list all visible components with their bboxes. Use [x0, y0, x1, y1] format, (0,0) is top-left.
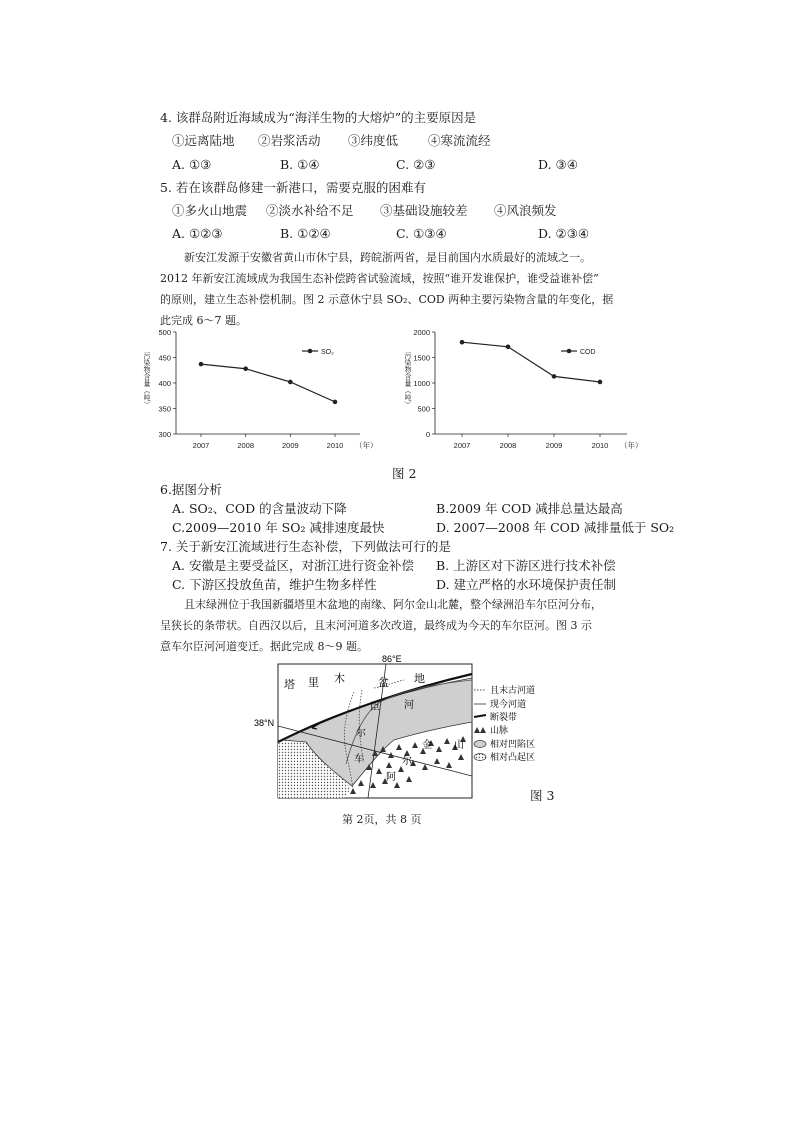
series-line — [201, 364, 335, 402]
x-tick-label: 2007 — [192, 441, 210, 450]
q4-item: ①远离陆地 — [172, 133, 235, 148]
passage2-line: 意车尔臣河河道变迁。据此完成 8～9 题。 — [160, 640, 368, 653]
y-tick-label: 500 — [158, 328, 171, 337]
q4-option-d: D. ③④ — [538, 157, 578, 172]
passage1-line: 的原则，建立生态补偿机制。图 2 示意休宁县 SO₂、COD 两种主要污染物含量的年变化，据 — [160, 293, 614, 306]
data-point — [552, 374, 557, 379]
q4-option-c: C. ②③ — [396, 157, 436, 172]
q5-item: ①多火山地震 — [172, 203, 248, 218]
q4-item: ④寒流流经 — [428, 133, 491, 148]
legend-label: 且末古河道 — [490, 685, 536, 695]
q5-option-c: C. ①③④ — [396, 226, 447, 241]
page-footer: 第 2页，共 8 页 — [342, 813, 422, 826]
map-label: 车 — [354, 754, 364, 765]
q6-option-b: B.2009 年 COD 减排总量达最高 — [436, 501, 623, 516]
data-point — [243, 366, 248, 371]
map-label: 尔 — [402, 756, 412, 767]
map-label: 里 — [308, 677, 319, 689]
passage1-line: 新安江发源于安徽省黄山市休宁县，跨皖浙两省，是目前国内水质最好的流域之一。 — [184, 251, 591, 264]
legend-marker — [308, 349, 313, 354]
q5-item: ④风浪频发 — [494, 203, 557, 218]
y-tick-label: 400 — [158, 379, 171, 388]
q6-option-d: D. 2007—2008 年 COD 减排量低于 SO₂ — [436, 520, 675, 535]
x-tick-label: 2008 — [499, 441, 517, 450]
data-point — [288, 380, 293, 385]
q7-stem: 7. 关于新安江流域进行生态补偿，下列做法可行的是 — [160, 539, 451, 554]
data-point — [333, 400, 338, 405]
parallel-label: 38°N — [254, 718, 275, 728]
y-tick-label: 2000 — [413, 328, 430, 337]
q4-option-a: A. ①③ — [172, 157, 212, 172]
figure3-caption: 图 3 — [530, 788, 555, 803]
legend-label: COD — [580, 349, 596, 356]
passage1-line: 此完成 6～7 题。 — [160, 314, 247, 327]
legend-symbol — [474, 715, 486, 717]
legend-label: 断裂带 — [490, 712, 518, 722]
map-label: 河 — [404, 700, 414, 711]
q5-item: ③基础设施较差 — [380, 203, 468, 218]
y-tick-label: 0 — [425, 430, 430, 439]
cod-line-chart — [405, 322, 665, 454]
q6-option-c: C.2009—2010 年 SO₂ 减排速度最快 — [172, 520, 385, 535]
data-point — [506, 344, 511, 349]
legend-label: 相对凸起区 — [490, 752, 536, 762]
data-point — [598, 380, 603, 385]
q7-option-d: D. 建立严格的水环境保护责任制 — [436, 577, 617, 592]
x-tick-label: 2010 — [591, 441, 609, 450]
meridian-label: 86°E — [382, 654, 402, 664]
q4-item: ③纬度低 — [348, 133, 399, 148]
q7-option-c: C. 下游区投放鱼苗，维护生物多样性 — [172, 577, 377, 592]
data-point — [199, 362, 204, 367]
q6-option-a: A. SO₂、COD 的含量波动下降 — [172, 501, 347, 516]
map-label: 臣 — [370, 702, 380, 713]
q7-option-a: A. 安徽是主要受益区，对浙江进行资金补偿 — [172, 558, 414, 573]
x-unit-label: （年） — [620, 441, 643, 450]
q7-option-b: B. 上游区对下游区进行技术补偿 — [436, 558, 616, 573]
y-tick-label: 300 — [158, 430, 171, 439]
map-label: 尔 — [356, 728, 366, 739]
y-tick-label: 1000 — [413, 379, 430, 388]
map-label: 阿 — [386, 772, 396, 783]
map-label: 木 — [334, 673, 345, 685]
q5-stem: 5. 若在该群岛修建一新港口，需要克服的困难有 — [160, 180, 426, 195]
map-label: 金 — [422, 740, 432, 751]
legend-label: SO₂ — [321, 349, 334, 356]
q4-option-b: B. ①④ — [280, 157, 320, 172]
chart1-ylabel: 污染物含量（吨） — [143, 352, 151, 408]
q5-option-a: A. ①②③ — [172, 226, 223, 241]
legend-label: 现今河道 — [490, 699, 527, 709]
data-point — [460, 340, 465, 345]
q5-item: ②淡水补给不足 — [266, 203, 354, 218]
figure2-caption: 图 2 — [392, 466, 417, 481]
x-tick-label: 2009 — [545, 441, 563, 450]
chart2-ylabel: 污染物含量（吨） — [404, 352, 412, 408]
x-tick-label: 2010 — [326, 441, 344, 450]
map-label: 山 — [454, 740, 464, 751]
x-tick-label: 2008 — [237, 441, 255, 450]
q5-option-d: D. ②③④ — [538, 226, 590, 241]
so2-line-chart — [150, 322, 390, 454]
passage2-line: 呈狭长的条带状。自西汉以后，且末河河道多次改道，最终成为今天的车尔臣河。图 3 示 — [160, 619, 592, 632]
q4-item: ②岩浆活动 — [258, 133, 321, 148]
y-tick-label: 350 — [158, 404, 171, 414]
passage2-line: 且末绿洲位于我国新疆塔里木盆地的南缘、阿尔金山北麓，整个绿洲沿车尔臣河分布， — [184, 598, 602, 611]
y-tick-label: 1500 — [413, 353, 430, 363]
y-tick-label: 450 — [158, 353, 171, 363]
map-label: 塔 — [284, 679, 295, 691]
legend-symbol — [474, 741, 486, 748]
map-label: 地 — [414, 673, 425, 685]
passage1-line: 2012 年新安江流域成为我国生态补偿跨省试验流域，按照“谁开发谁保护，谁受益谁补偿” — [160, 272, 599, 285]
legend-symbol — [474, 754, 486, 761]
map-legend — [472, 684, 582, 774]
x-tick-label: 2009 — [281, 441, 299, 450]
q5-option-b: B. ①②④ — [280, 226, 331, 241]
q4-stem: 4. 该群岛附近海域成为“海洋生物的大熔炉”的主要原因是 — [160, 110, 477, 125]
map-label: 盆 — [378, 677, 389, 689]
legend-label: 相对凹陷区 — [490, 739, 536, 749]
y-tick-label: 500 — [417, 404, 430, 414]
q6-stem: 6.据图分析 — [160, 482, 222, 497]
legend-symbol — [474, 727, 486, 733]
legend-marker — [567, 349, 572, 354]
legend-label: 山脉 — [490, 725, 509, 735]
x-unit-label: （年） — [355, 441, 378, 450]
x-tick-label: 2007 — [453, 441, 471, 450]
